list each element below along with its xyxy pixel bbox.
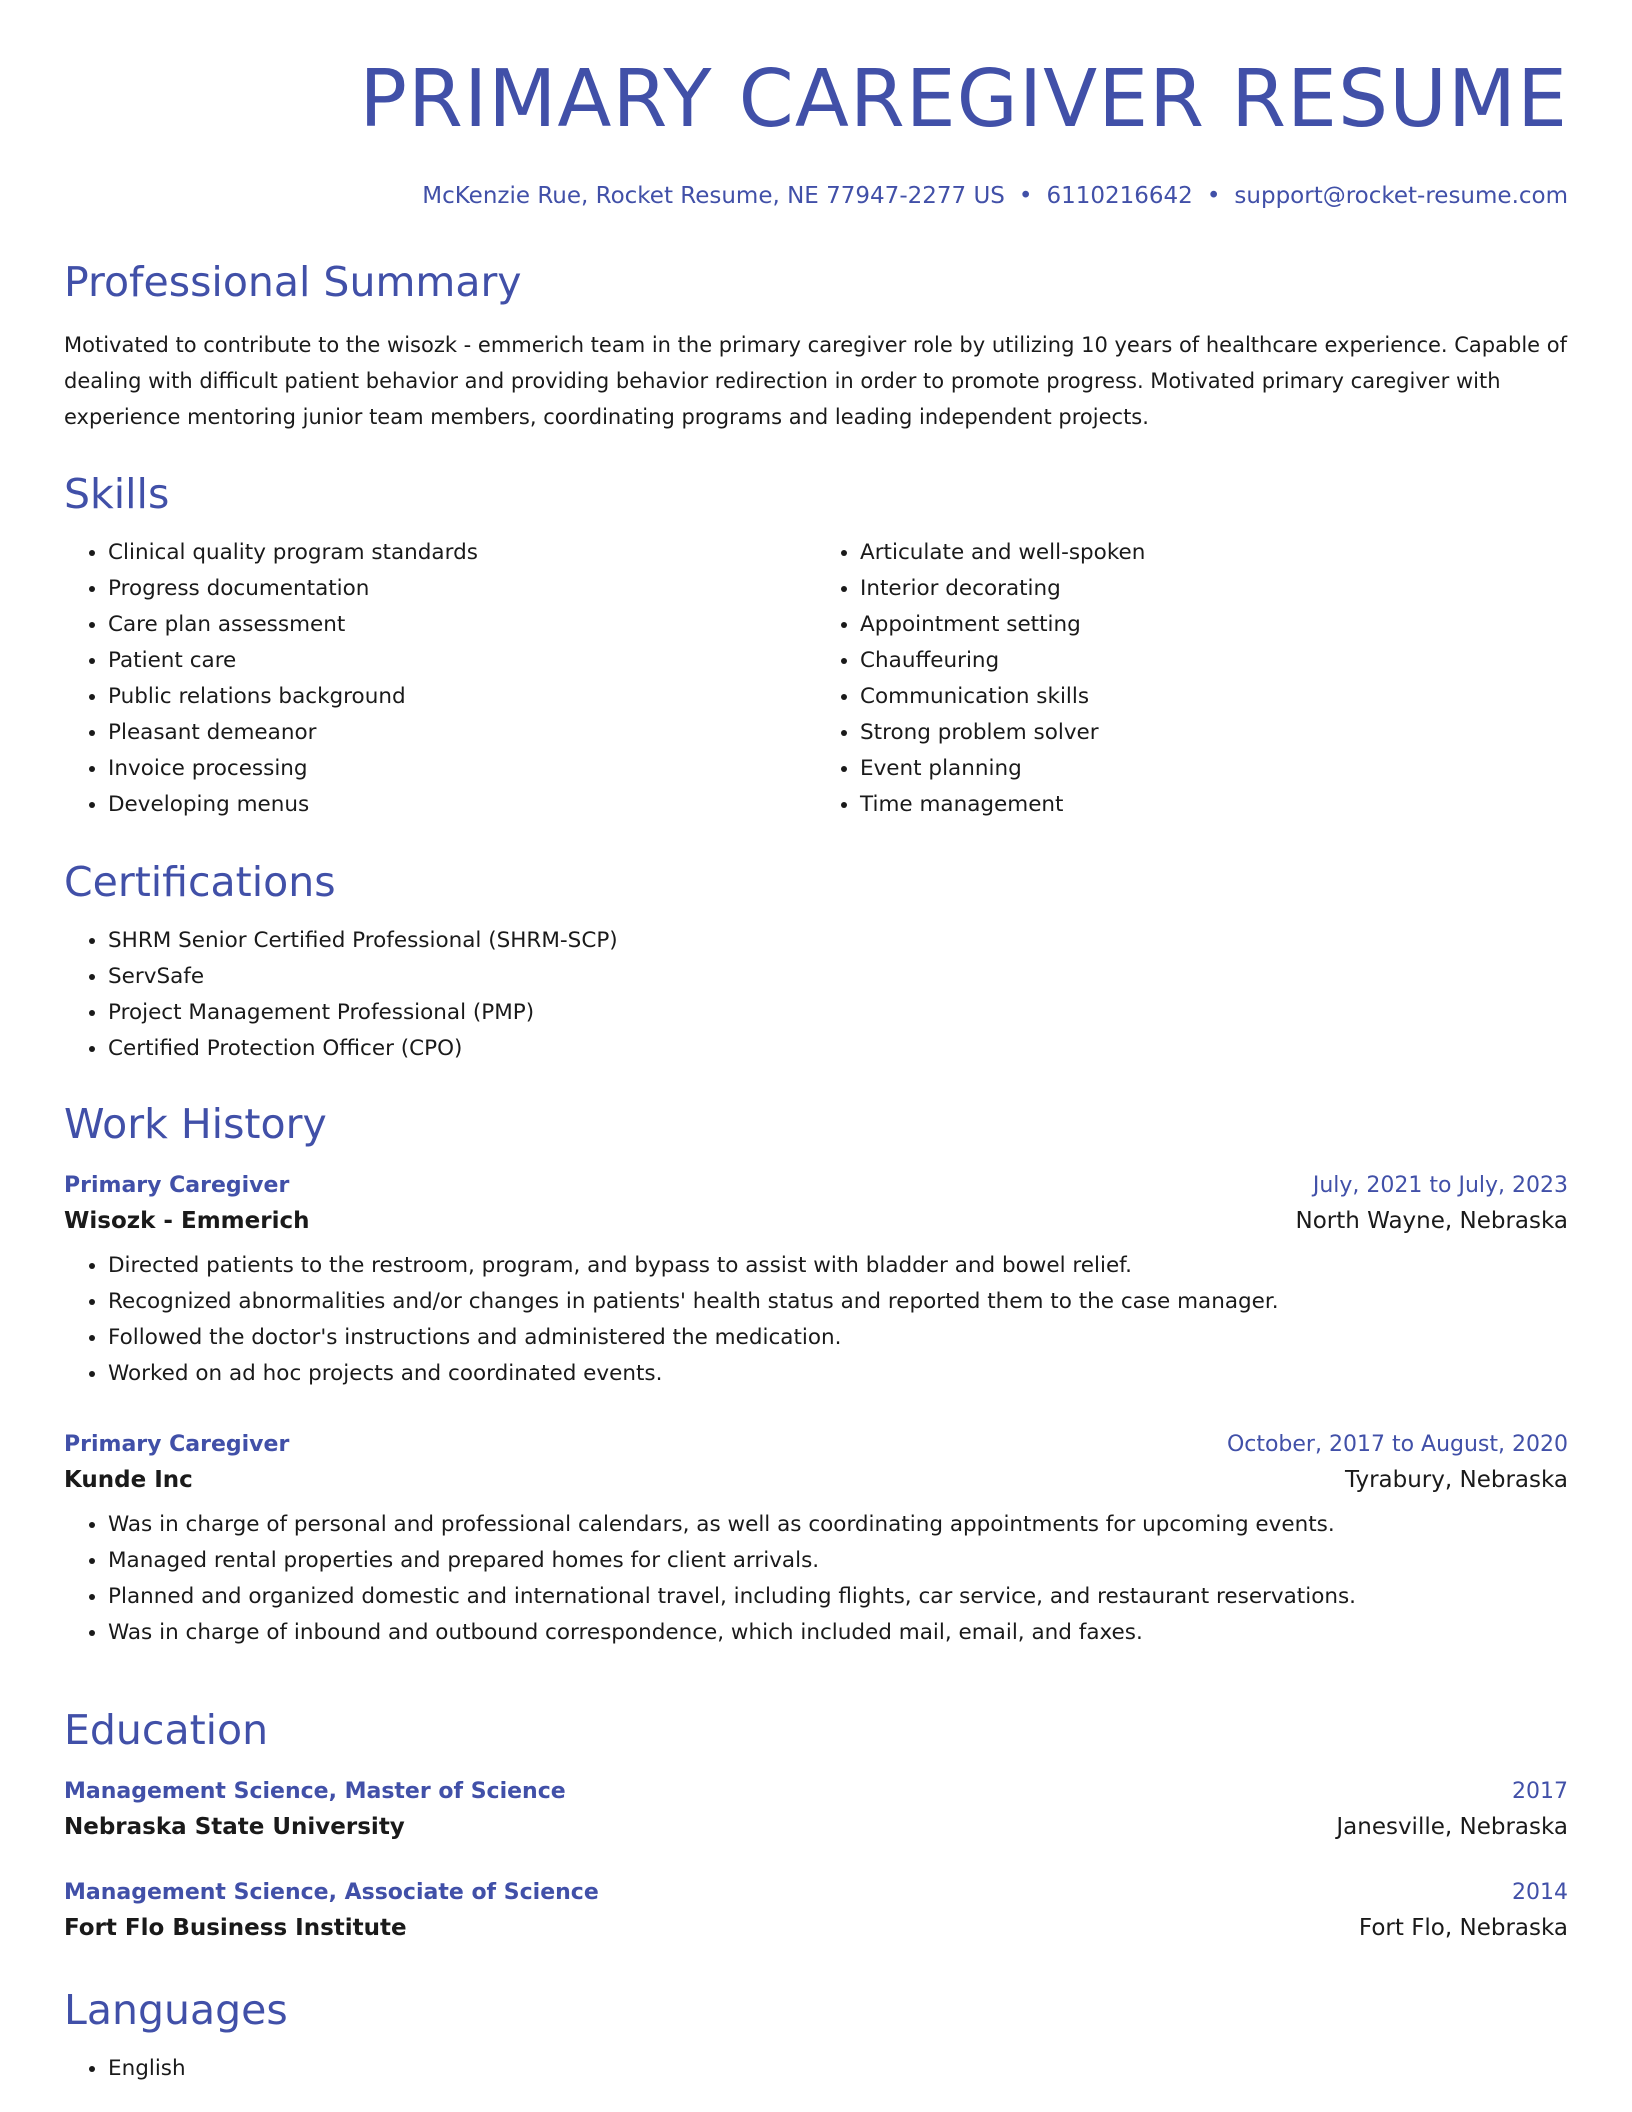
list-item: • Worked on ad hoc projects and coordinated events. <box>108 1356 1568 1392</box>
education-entry <box>64 1779 1568 1840</box>
education-location: Fort Flo, Nebraska <box>1358 1915 1568 1941</box>
job-dates: July, 2021 to July, 2023 <box>1312 1173 1568 1198</box>
skills-list-right <box>816 535 1568 823</box>
skills-heading: Skills <box>64 470 170 518</box>
list-item: • SHRM Senior Certified Professional (SHRM-SCP) <box>108 923 1568 959</box>
list-item: • Directed patients to the restroom, program, and bypass to assist with bladder and bowel relief. <box>108 1248 1568 1284</box>
contact-line <box>64 183 1568 209</box>
certifications-section <box>64 858 1568 1067</box>
job-header <box>64 1173 1568 1198</box>
list-item: • English <box>108 2051 1568 2087</box>
list-item: • Recognized abnormalities and/or changes in patients' health status and reported them to the case manager. <box>108 1284 1568 1320</box>
education-year: 2017 <box>1512 1779 1568 1804</box>
education-header <box>64 1779 1568 1804</box>
list-item: • Certified Protection Officer (CPO) <box>108 1031 1568 1067</box>
education-subheader <box>64 1915 1568 1941</box>
languages-list <box>64 2051 1568 2087</box>
certifications-heading: Certifications <box>64 858 336 906</box>
list-item: • Event planning <box>860 751 1568 787</box>
job-subheader <box>64 1208 1568 1234</box>
contact-address: McKenzie Rue, Rocket Resume, NE 77947-2277 US <box>422 183 1005 209</box>
list-item: • Interior decorating <box>860 571 1568 607</box>
skills-list-left <box>64 535 816 823</box>
job-location: North Wayne, Nebraska <box>1295 1208 1568 1234</box>
education-degree: Management Science, Associate of Science <box>64 1880 599 1905</box>
list-item: • Communication skills <box>860 679 1568 715</box>
summary-text: Motivated to contribute to the wisozk - emmerich team in the primary caregiver role by utilizing 10 years of healthcare experience. Capable of dealing with difficult patient behavior and providing behavior redirection in order to promote progress. Motivated primary caregiver with experience mentoring junior team members, coordinating programs and leading independent projects. <box>64 333 1567 429</box>
education-school: Fort Flo Business Institute <box>64 1915 407 1941</box>
education-header <box>64 1880 1568 1905</box>
list-item: • Developing menus <box>108 787 816 823</box>
job-bullets <box>64 1507 1568 1651</box>
work-history-heading: Work History <box>64 1100 327 1148</box>
list-item: • Followed the doctor's instructions and administered the medication. <box>108 1320 1568 1356</box>
job-entry <box>64 1432 1568 1651</box>
list-item: • Patient care <box>108 643 816 679</box>
list-item: • Was in charge of personal and professional calendars, as well as coordinating appointments for upcoming events. <box>108 1507 1568 1543</box>
resume-title: PRIMARY CAREGIVER RESUME <box>359 53 1568 145</box>
contact-separator: • <box>1206 183 1221 209</box>
education-section <box>64 1706 1568 1941</box>
list-item: • Clinical quality program standards <box>108 535 816 571</box>
job-bullets <box>64 1248 1568 1392</box>
education-school: Nebraska State University <box>64 1814 405 1840</box>
list-item: • Time management <box>860 787 1568 823</box>
list-item: • Public relations background <box>108 679 816 715</box>
job-dates: October, 2017 to August, 2020 <box>1226 1432 1568 1457</box>
list-item: • Care plan assessment <box>108 607 816 643</box>
resume-header <box>64 0 1568 209</box>
list-item: • Project Management Professional (PMP) <box>108 995 1568 1031</box>
job-title: Primary Caregiver <box>64 1173 290 1198</box>
languages-heading: Languages <box>64 1986 288 2034</box>
list-item: • Chauffeuring <box>860 643 1568 679</box>
job-subheader <box>64 1467 1568 1493</box>
job-entry <box>64 1173 1568 1392</box>
list-item: • Was in charge of inbound and outbound correspondence, which included mail, email, and faxes. <box>108 1615 1568 1651</box>
summary-heading: Professional Summary <box>64 258 522 306</box>
list-item: • Planned and organized domestic and international travel, including flights, car service, and restaurant reservations. <box>108 1579 1568 1615</box>
list-item: • Articulate and well-spoken <box>860 535 1568 571</box>
job-header <box>64 1432 1568 1457</box>
contact-separator: • <box>1018 183 1033 209</box>
list-item: • Strong problem solver <box>860 715 1568 751</box>
education-degree: Management Science, Master of Science <box>64 1779 566 1804</box>
job-company: Wisozk - Emmerich <box>64 1208 310 1234</box>
list-item: • Managed rental properties and prepared homes for client arrivals. <box>108 1543 1568 1579</box>
education-location: Janesville, Nebraska <box>1336 1814 1568 1840</box>
list-item: • Appointment setting <box>860 607 1568 643</box>
contact-email[interactable]: support@rocket-resume.com <box>1234 183 1568 209</box>
education-year: 2014 <box>1512 1880 1568 1905</box>
list-item: • Invoice processing <box>108 751 816 787</box>
education-heading: Education <box>64 1706 269 1754</box>
certifications-list <box>64 923 1568 1067</box>
list-item: • Pleasant demeanor <box>108 715 816 751</box>
list-item: • Progress documentation <box>108 571 816 607</box>
job-location: Tyrabury, Nebraska <box>1345 1467 1568 1493</box>
education-entry <box>64 1880 1568 1941</box>
education-subheader <box>64 1814 1568 1840</box>
job-company: Kunde Inc <box>64 1467 193 1493</box>
work-history-section <box>64 1100 1568 1651</box>
languages-section <box>64 1986 1568 2087</box>
list-item: • ServSafe <box>108 959 1568 995</box>
job-title: Primary Caregiver <box>64 1432 290 1457</box>
summary-section <box>64 258 1568 435</box>
contact-phone: 6110216642 <box>1046 183 1193 209</box>
skills-columns <box>64 535 1568 823</box>
resume-page <box>64 0 1568 2081</box>
skills-section <box>64 470 1568 823</box>
